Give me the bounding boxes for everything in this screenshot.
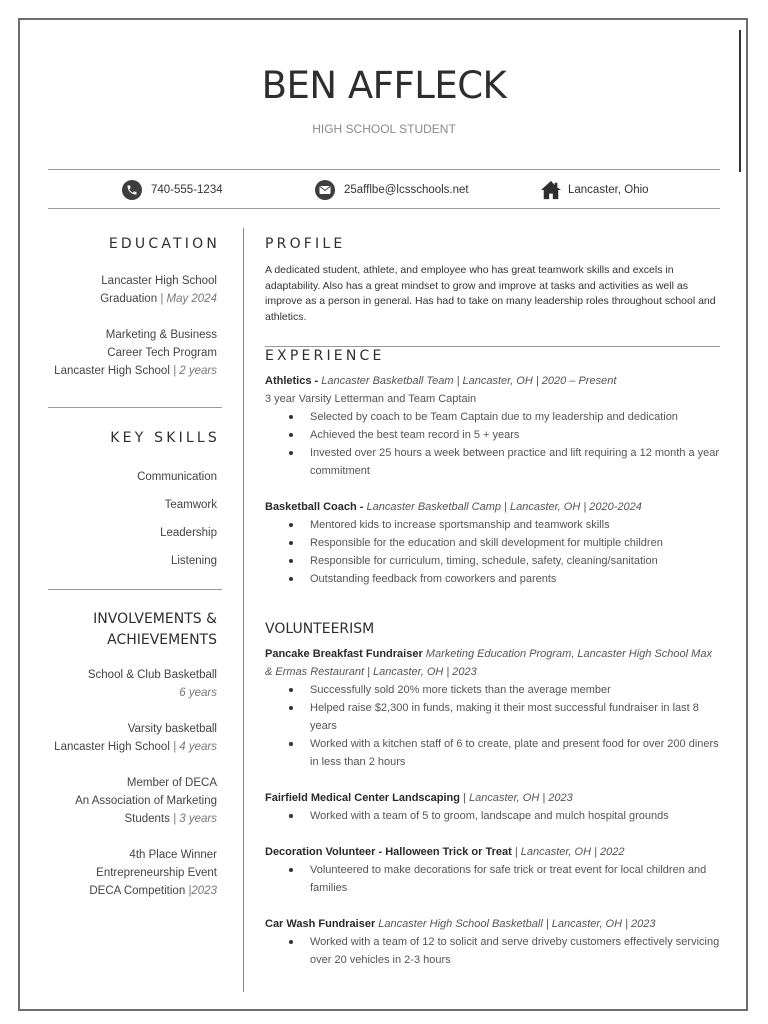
volunteer-title-line: Decoration Volunteer - Halloween Trick or Treat | Lancaster, OH | 2022 [265, 846, 625, 858]
list-item: Helped raise $2,300 in funds, making it their most successful fundraiser in last 8 years [265, 699, 720, 735]
volunteer-title-line: Pancake Breakfast Fundraiser Marketing Education Program, Lancaster High School Max & Ermas Restaurant | Lancaster, OH | 2023 [265, 648, 712, 678]
involvement-entry: School & Club Basketball 6 years [87, 669, 217, 699]
phone-number: 740-555-1234 [151, 184, 223, 196]
skill-item: Communication [137, 471, 217, 483]
location-text: Lancaster, Ohio [568, 184, 649, 196]
header-divider-top [48, 169, 720, 170]
volunteer-entry [265, 645, 720, 771]
header-divider-bottom [48, 208, 720, 209]
contact-email [315, 180, 469, 200]
education-heading: EDUCATION [108, 236, 220, 252]
program-name-line2: Career Tech Program [107, 347, 217, 359]
list-item: Achieved the best team record in 5 + years [265, 426, 720, 444]
list-item: Successfully sold 20% more tickets than the average member [265, 681, 720, 699]
contact-location [540, 180, 649, 200]
experience-entry [265, 498, 720, 588]
column-divider [243, 228, 244, 992]
list-item: Worked with a team of 5 to groom, landscape and mulch hospital grounds [265, 807, 720, 825]
left-divider-1 [48, 407, 222, 408]
education-section [30, 236, 220, 380]
program-school-line: Lancaster High School | 2 years [54, 365, 217, 377]
education-entry [30, 326, 217, 380]
job-subline: 3 year Varsity Letterman and Team Captain [265, 393, 477, 405]
list-item: Volunteered to make decorations for safe trick or treat event for local children and families [265, 861, 720, 897]
left-divider-2 [48, 589, 222, 590]
job-title-line: Athletics - Lancaster Basketball Team | Lancaster, OH | 2020 – Present [265, 375, 617, 387]
envelope-icon [315, 180, 335, 200]
skills-section [30, 430, 220, 575]
volunteer-bullets [265, 681, 720, 771]
involvements-section [30, 609, 217, 900]
list-item: Responsible for the education and skill development for multiple children [265, 534, 720, 552]
program-name: Marketing & Business [105, 329, 217, 341]
volunteer-entry [265, 915, 720, 969]
volunteer-title-line: Fairfield Medical Center Landscaping | Lancaster, OH | 2023 [265, 792, 573, 804]
involvement-entry: Varsity basketball Lancaster High School | 4 years [54, 723, 217, 753]
volunteer-bullets [265, 861, 720, 897]
graduation-line: Graduation | May 2024 [100, 293, 217, 305]
job-bullets [265, 408, 720, 480]
experience-section [265, 348, 720, 588]
list-item: Outstanding feedback from coworkers and parents [265, 570, 720, 588]
skill-item: Listening [170, 555, 217, 567]
profile-heading: PROFILE [265, 236, 346, 252]
list-item: Mentored kids to increase sportsmanship and teamwork skills [265, 516, 720, 534]
volunteerism-heading: VOLUNTEERISM [265, 621, 375, 637]
list-item: Worked with a team of 12 to solicit and serve driveby customers effectively servicing over 20 vehicles in 2-3 hours [265, 933, 720, 969]
involvement-entry: Member of DECA An Association of Marketing Students | 3 years [75, 777, 217, 825]
skill-item: Leadership [160, 527, 217, 539]
list-item: Responsible for curriculum, timing, schedule, safety, cleaning/sanitation [265, 552, 720, 570]
skill-item: Teamwork [164, 499, 217, 511]
list-item: Worked with a kitchen staff of 6 to create, plate and present food for over 200 diners in less than 2 hours [265, 735, 720, 771]
job-title-line: Basketball Coach - Lancaster Basketball Camp | Lancaster, OH | 2020-2024 [265, 501, 642, 513]
list-item: Selected by coach to be Team Captain due to my leadership and dedication [265, 408, 720, 426]
profile-section [265, 236, 720, 325]
main-divider [265, 346, 720, 347]
list-item: Invested over 25 hours a week between practice and lift requiring a 12 month a year commitment [265, 444, 720, 480]
contact-phone [122, 180, 223, 200]
school-name: Lancaster High School [101, 275, 217, 287]
volunteerism-section [265, 621, 720, 969]
involvements-heading: INVOLVEMENTS & ACHIEVEMENTS [93, 611, 217, 648]
volunteer-entry [265, 789, 720, 825]
education-entry [30, 272, 217, 308]
email-address: 25afflbe@lcsschools.net [344, 184, 469, 196]
involvement-entry: 4th Place Winner Entrepreneurship Event DECA Competition |2023 [89, 849, 217, 897]
volunteer-entry [265, 843, 720, 897]
skills-list [30, 463, 217, 575]
volunteer-bullets [265, 933, 720, 969]
resume-name: BEN AFFLECK [261, 64, 507, 107]
profile-text: A dedicated student, athlete, and employee who has great teamwork skills and excels in adaptability. Also has a great mindset to grow and improve at tasks and activities as well as improve as a person in general. Has had to take on many leadership roles throughout school and athletics. [265, 264, 716, 323]
job-bullets [265, 516, 720, 588]
volunteer-title-line: Car Wash Fundraiser Lancaster High School Basketball | Lancaster, OH | 2023 [265, 918, 656, 930]
phone-icon [122, 180, 142, 200]
experience-heading: EXPERIENCE [265, 348, 385, 364]
skills-heading: KEY SKILLS [110, 430, 220, 446]
resume-subtitle: HIGH SCHOOL STUDENT [312, 122, 456, 136]
house-icon [540, 180, 562, 200]
volunteer-bullets [265, 807, 720, 825]
experience-entry [265, 372, 720, 480]
